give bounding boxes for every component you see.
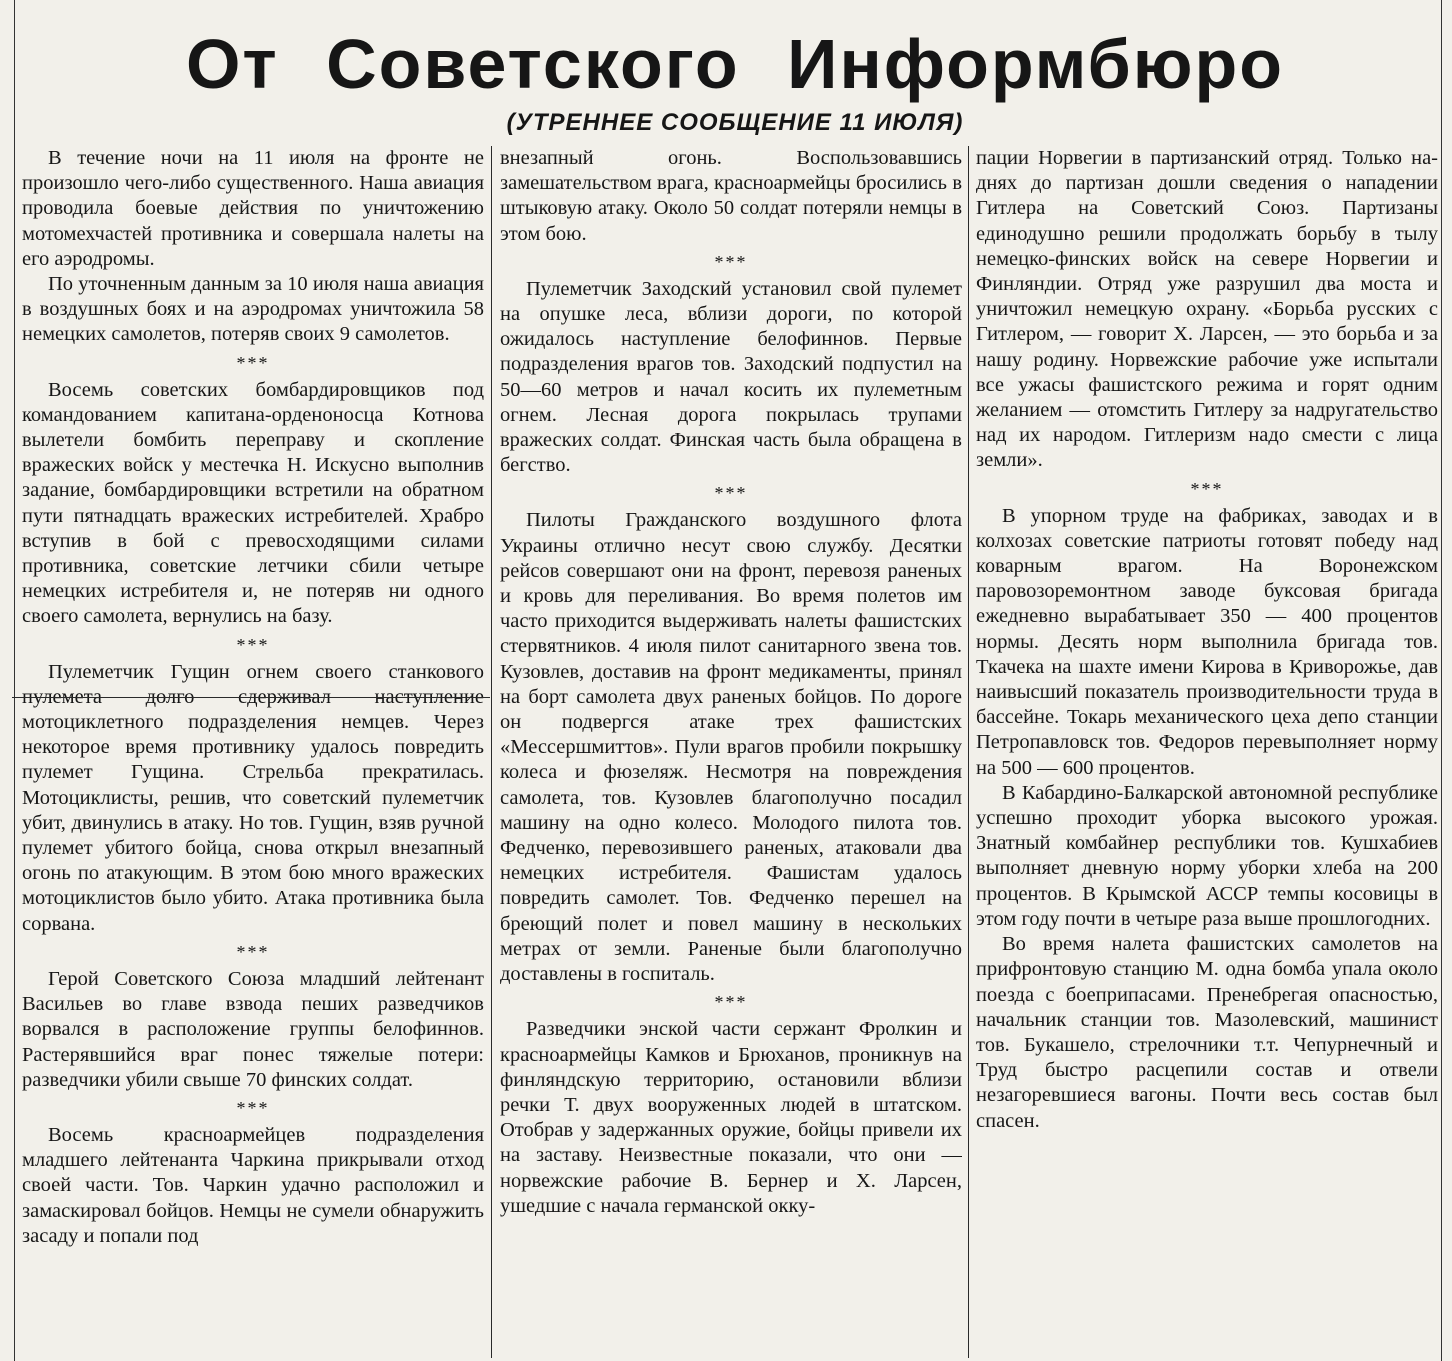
asterism-separator: ***: [1190, 478, 1224, 499]
paragraph: внезапный огонь. Воспользовавшись замешательством врага, красноармейцы бросились в штыковую атаку. Около 50 солдат потеряли немцы в этом бою.: [500, 147, 962, 245]
paragraph: В течение ночи на 11 июля на фронте не произошло чего-либо существенного. Наша авиация проводила боевые действия по уничтожению мотомехчастей противника и совершала налеты на его аэродромы.: [22, 147, 484, 270]
column-rule: [968, 146, 969, 1358]
paragraph: По уточненным данным за 10 июля наша авиация в воздушных боях и на аэродромах уничтожила 58 немецких самолетов, потеряв своих 9 самолетов.: [22, 273, 484, 346]
paragraph: В упорном труде на фабриках, заводах и в колхозах советские патриоты готовят победу над коварным врагом. На Воронежском паровозоремонтном заводе буксовая бригада ежедневно вырабатывает 350 — 400 процентов нормы. Десять норм выполнила бригада тов. Ткачека на шахте имени Кирова в Криворожье, дав наивысший показатель производительности труда в бассейне. Токарь механического цеха депо станции Петропавловск тов. Федоров перевыполняет норму на 500 — 600 процентов.: [976, 504, 1438, 779]
asterism-separator: ***: [236, 352, 270, 373]
paragraph: Восемь советских бомбардировщиков под командованием капитана-орденоносца Котнова вылетели бомбить переправу и скопление вражеских войск у местечка Н. Искусно выполнив задание, бомбардировщики встретили на обратном пути пятнадцать вражеских истребителей. Храбро вступив в бой с превосходящими силами противника, советские летчики сбили четыре немецких истребителя и, не потеряв ни одного своего самолета, вернулись на базу.: [22, 378, 484, 628]
column-2: [500, 146, 962, 1358]
paragraph: Герой Советского Союза младший лейтенант Васильев во главе взвода пеших разведчиков ворвался в расположение группы белофиннов. Растерявшийся враг понес тяжелые потери: разведчики убили свыше 70 финских солдат.: [22, 967, 484, 1091]
paragraph: В Кабардино-Балкарской автономной республике успешно проходит уборка высокого урожая. Знатный комбайнер республики тов. Кушхабиев выполняет дневную норму уборки хлеба на 200 процентов. В Крымской АССР темпы косовицы в этом году почти в четыре раза выше прошлогодних.: [976, 781, 1438, 930]
paragraph: Пулеметчик Заходский установил свой пулемет на опушке леса, вблизи дороги, по которой ожидалось наступление белофиннов. Первые подразделения врагов тов. Заходский подпустил на 50—60 метров и начал косить их пулеметным огнем. Лесная дорога покрылась трупами вражеских солдат. Финская часть была обращена в бегство.: [500, 277, 962, 477]
column-rule: [491, 146, 492, 1358]
right-page-edge: [1441, 0, 1452, 1361]
paragraph: Во время налета фашистских самолетов на прифронтовую станцию М. одна бомба упала около поезда с боеприпасами. Пренебрегая опасностью, начальник станции тов. Мазолевский, машинист тов. Букашело, стрелочники т.т. Чепурнечный и Труд быстро расцепили состав и отвели незагоревшиеся вагоны. Почти весь состав был спасен.: [976, 933, 1438, 1132]
asterism-separator: ***: [236, 634, 270, 655]
asterism-separator: ***: [714, 483, 748, 504]
left-page-edge: [0, 0, 15, 1361]
subheadline: (УТРЕННЕЕ СООБЩЕНИЕ 11 ИЮЛЯ): [506, 109, 964, 136]
headline: От Советского Информбюро: [185, 25, 1285, 103]
paragraph: Пулеметчик Гущин огнем своего станкового пулемета долго сдерживал наступление мотоциклетного подразделения немцев. Через некоторое время противнику удалось повредить пулемет Гущина. Стрельба прекратилась. Мотоциклисты, решив, что советский пулеметчик убит, двинулись в атаку. Но тов. Гущин, взяв ручной пулемет убитого бойца, снова открыл внезапный огонь по атакующим. В этом бою много вражеских мотоциклистов было убито. Атака противника была сорвана.: [22, 660, 484, 935]
paragraph: Пилоты Гражданского воздушного флота Украины отлично несут свою службу. Десятки рейсов совершают они на фронт, перевозя раненых и кровь для переливания. Во время полетов им часто приходится выдерживать налеты фашистских стервятников. 4 июля пилот санитарного звена тов. Кузовлев, доставив на фронт медикаменты, принял на борт самолета двух раненых бойцов. По дороге он подвергся атаке трех фашистских «Мессершмиттов». Пули врагов пробили покрышку колеса и фюзеляж. Несмотря на повреждения самолета, тов. Кузовлев благополучно посадил машину на одно колесо. Молодого пилота тов. Федченко, перевозившего раненых, атаковали два немецких истребителя. Фашистам удалось повредить самолет. Тов. Федченко перешел на бреющий полет и повел машину в нескольких метрах от земли. Раненые были благополучно доставлены в госпиталь.: [500, 509, 962, 986]
asterism-separator: ***: [714, 992, 748, 1013]
paragraph: Восемь красноармейцев подразделения младшего лейтенанта Чаркина прикрывали отход своей части. Тов. Чаркин удачно расположил и замаскировал бойцов. Немцы не сумели обнаружить засаду и попали под: [22, 1123, 484, 1247]
column-3: [976, 146, 1438, 1358]
asterism-separator: ***: [236, 1097, 270, 1118]
horizontal-rule: [12, 697, 490, 698]
paragraph: Разведчики энской части сержант Фролкин и красноармейцы Камков и Брюханов, проникнув на финляндскую территорию, остановили вблизи речки Т. двух вооруженных людей в штатском. Отобрав у задержанных оружие, бойцы привели их на заставу. Неизвестные показали, что они — норвежские рабочие В. Бернер и Х. Ларсен, ушедшие с начала германской окку-: [500, 1018, 962, 1217]
asterism-separator: ***: [714, 251, 748, 272]
asterism-separator: ***: [236, 941, 270, 962]
paragraph: пации Норвегии в партизанский отряд. Только на-днях до партизан дошли сведения о нападении Гитлера на Советский Союз. Партизаны единодушно решили продолжать борьбу в тылу немецко-финских войск на севере Норвегии и Финляндии. Отряд уже разрушил два моста и уничтожил немецкую охрану. «Борьба русских с Гитлером, — говорит Х. Ларсен, — это борьба и за нашу родину. Норвежские рабочие уже испытали все ужасы фашистского режима и горят одним желанием — отомстить Гитлеру за надругательство над их народом. Гитлеризм надо смести с лица земли».: [976, 147, 1438, 472]
column-1: [22, 146, 484, 1358]
